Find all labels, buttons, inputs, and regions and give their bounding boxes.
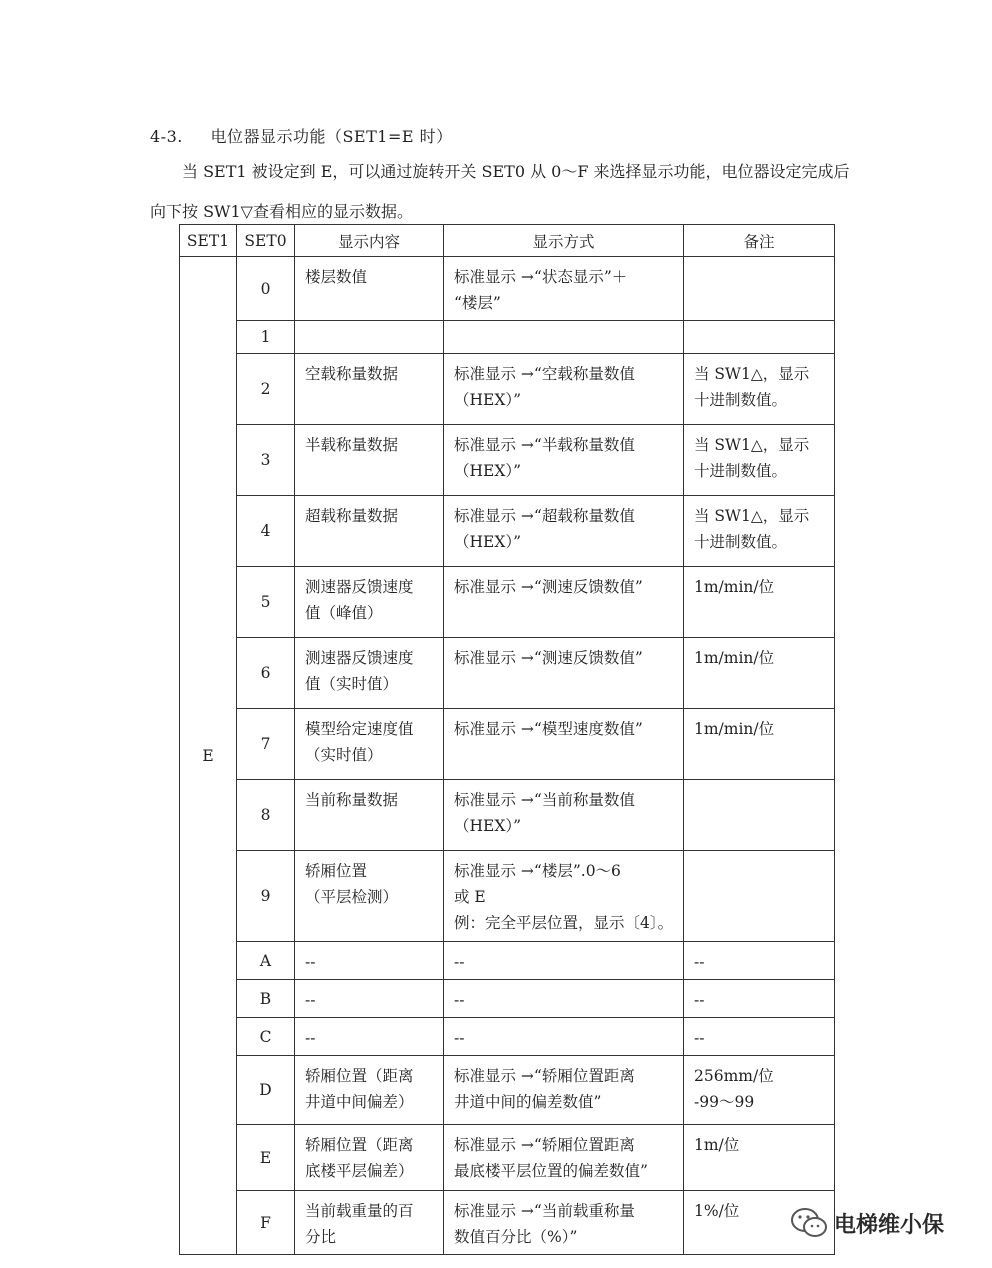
content-cell: 轿厢位置（距离 井道中间偏差）: [295, 1056, 444, 1125]
table-row: [180, 1056, 835, 1125]
note-cell: 1m/min/位: [684, 638, 835, 709]
table-row: [180, 257, 835, 321]
set0-cell: 2: [237, 354, 295, 425]
header-set1: SET1: [180, 225, 237, 257]
set0-cell: E: [237, 1125, 295, 1191]
mode-cell: 标准显示 →“当前称量数值 （HEX）”: [444, 780, 684, 851]
mode-cell: 标准显示 →“测速反馈数值”: [444, 638, 684, 709]
content-cell: [295, 321, 444, 354]
mode-cell: 标准显示 →“超载称量数值 （HEX）”: [444, 496, 684, 567]
content-cell: 半载称量数据: [295, 425, 444, 496]
wechat-icon: [790, 1206, 828, 1240]
table-row: [180, 851, 835, 942]
section-heading: [150, 124, 453, 147]
mode-cell: --: [444, 980, 684, 1018]
mode-cell: 标准显示 →“轿厢位置距离 井道中间的偏差数值”: [444, 1056, 684, 1125]
set0-cell: 0: [237, 257, 295, 321]
content-cell: --: [295, 980, 444, 1018]
mode-cell: 标准显示 →“空载称量数值 （HEX）”: [444, 354, 684, 425]
table-row: [180, 496, 835, 567]
mode-cell: 标准显示 →“状态显示”＋ “楼层”: [444, 257, 684, 321]
section-title: 电位器显示功能（SET1=E 时）: [210, 127, 453, 146]
note-cell: [684, 851, 835, 942]
table-row: [180, 425, 835, 496]
note-cell: 1m/位: [684, 1125, 835, 1191]
content-cell: --: [295, 1018, 444, 1056]
content-cell: 测速器反馈速度 值（实时值）: [295, 638, 444, 709]
set0-cell: 5: [237, 567, 295, 638]
set0-cell: 8: [237, 780, 295, 851]
table-row: [180, 709, 835, 780]
note-cell: 1m/min/位: [684, 709, 835, 780]
mode-cell: 标准显示 →“半载称量数值 （HEX）”: [444, 425, 684, 496]
display-function-table: [179, 224, 835, 1255]
set0-cell: 7: [237, 709, 295, 780]
note-cell: [684, 780, 835, 851]
table-row: [180, 1018, 835, 1056]
header-note: 备注: [684, 225, 835, 257]
table-row: [180, 567, 835, 638]
set1-cell: E: [180, 257, 237, 1255]
section-number: 4-3.: [150, 127, 183, 146]
note-cell: 1m/min/位: [684, 567, 835, 638]
content-cell: 楼层数值: [295, 257, 444, 321]
mode-cell: 标准显示 →“楼层”.0～6 或 E 例：完全平层位置，显示〔4〕。: [444, 851, 684, 942]
content-cell: 轿厢位置（距离 底楼平层偏差）: [295, 1125, 444, 1191]
watermark-text: 电梯维小保: [834, 1212, 945, 1238]
content-cell: 当前载重量的百 分比: [295, 1191, 444, 1255]
mode-cell: 标准显示 →“当前载重称量 数值百分比（%）”: [444, 1191, 684, 1255]
mode-cell: --: [444, 1018, 684, 1056]
table-row: [180, 1125, 835, 1191]
set0-cell: 3: [237, 425, 295, 496]
content-cell: 超载称量数据: [295, 496, 444, 567]
set0-cell: C: [237, 1018, 295, 1056]
set0-cell: 4: [237, 496, 295, 567]
set0-cell: 1: [237, 321, 295, 354]
content-cell: 轿厢位置 （平层检测）: [295, 851, 444, 942]
mode-cell: --: [444, 942, 684, 980]
set0-cell: F: [237, 1191, 295, 1255]
content-cell: 空载称量数据: [295, 354, 444, 425]
set0-cell: 9: [237, 851, 295, 942]
note-cell: 1%/位: [684, 1191, 835, 1255]
table-row: [180, 780, 835, 851]
note-cell: --: [684, 942, 835, 980]
note-cell: --: [684, 980, 835, 1018]
watermark: [790, 1206, 944, 1240]
note-cell: --: [684, 1018, 835, 1056]
note-cell: [684, 321, 835, 354]
mode-cell: 标准显示 →“模型速度数值”: [444, 709, 684, 780]
table-row: [180, 980, 835, 1018]
header-mode: 显示方式: [444, 225, 684, 257]
note-cell: [684, 257, 835, 321]
content-cell: --: [295, 942, 444, 980]
table-row: [180, 354, 835, 425]
intro-paragraph: [150, 152, 850, 232]
set0-cell: D: [237, 1056, 295, 1125]
note-cell: 当 SW1△，显示 十进制数值。: [684, 425, 835, 496]
note-cell: 256mm/位 -99～99: [684, 1056, 835, 1125]
content-cell: 测速器反馈速度 值（峰值）: [295, 567, 444, 638]
content-cell: 模型给定速度值 （实时值）: [295, 709, 444, 780]
set0-cell: A: [237, 942, 295, 980]
intro-text: 当 SET1 被设定到 E，可以通过旋转开关 SET0 从 0～F 来选择显示功能，电位器设定完成后向下按 SW1▽查看相应的显示数据。: [150, 162, 850, 221]
set0-cell: B: [237, 980, 295, 1018]
table-row: [180, 1191, 835, 1255]
set0-cell: 6: [237, 638, 295, 709]
table-header-row: [180, 225, 835, 257]
mode-cell: [444, 321, 684, 354]
mode-cell: 标准显示 →“测速反馈数值”: [444, 567, 684, 638]
content-cell: 当前称量数据: [295, 780, 444, 851]
mode-cell: 标准显示 →“轿厢位置距离 最底楼平层位置的偏差数值”: [444, 1125, 684, 1191]
table-row: [180, 638, 835, 709]
note-cell: 当 SW1△，显示 十进制数值。: [684, 496, 835, 567]
header-set0: SET0: [237, 225, 295, 257]
note-cell: 当 SW1△，显示 十进制数值。: [684, 354, 835, 425]
header-content: 显示内容: [295, 225, 444, 257]
table-row: [180, 942, 835, 980]
table-row: [180, 321, 835, 354]
